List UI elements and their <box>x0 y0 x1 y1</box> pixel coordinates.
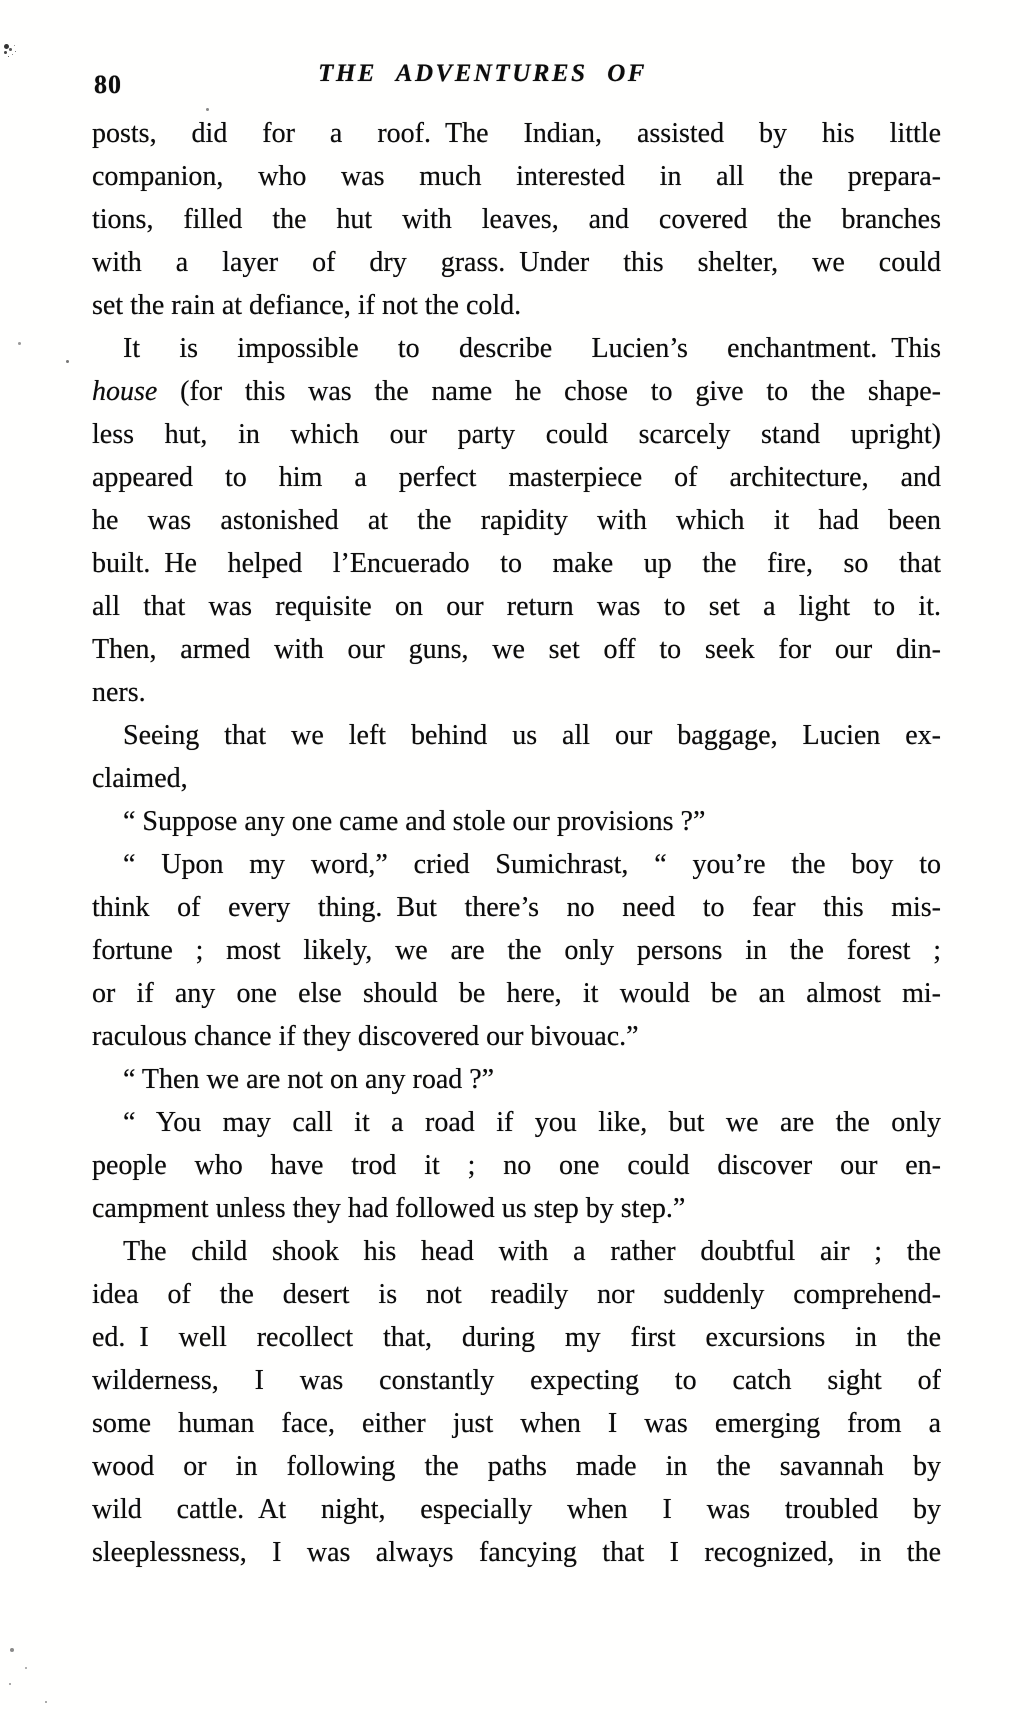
paragraph <box>92 1058 941 1101</box>
paragraph <box>92 1101 941 1230</box>
text-line: sleeplessness, I was always fancying that I recognized, in the <box>92 1537 941 1568</box>
text-block <box>92 112 941 1574</box>
page-header <box>92 58 941 102</box>
text-line: raculous chance if they discovered our bivouac.” <box>92 1021 639 1052</box>
text-line: set the rain at defiance, if not the cold. <box>92 290 522 321</box>
text-line: some human face, either just when I was emerging from a <box>92 1408 941 1439</box>
text-line: ed. I well recollect that, during my first excursions in the <box>92 1322 941 1353</box>
text-line: appeared to him a perfect masterpiece of architecture, and <box>92 462 941 493</box>
text-line: wilderness, I was constantly expecting to catch sight of <box>92 1365 941 1396</box>
text-line: tions, filled the hut with leaves, and covered the branches <box>92 204 941 235</box>
text-line: built. He helped l’Encuerado to make up the fire, so that <box>92 548 941 579</box>
text-line: all that was requisite on our return was to set a light to it. <box>92 591 941 622</box>
text-line: house (for this was the name he chose to give to the shape- <box>92 376 941 407</box>
scan-speck-top-left <box>4 44 9 49</box>
paragraph <box>92 112 941 327</box>
text-line: idea of the desert is not readily nor suddenly comprehend- <box>92 1279 941 1310</box>
text-line: ners. <box>92 677 146 708</box>
text-line: or if any one else should be here, it would be an almost mi- <box>92 978 941 1009</box>
text-line: think of every thing. But there’s no need to fear this mis- <box>92 892 941 923</box>
running-title: THE ADVENTURES OF <box>318 60 647 87</box>
paragraph <box>92 843 941 1058</box>
paragraph <box>92 327 941 714</box>
text-line: he was astonished at the rapidity with which it had been <box>92 505 941 536</box>
text-line: The child shook his head with a rather doubtful air ; the <box>123 1236 941 1267</box>
text-line: “ You may call it a road if you like, but we are the only <box>123 1107 941 1138</box>
text-line: Seeing that we left behind us all our baggage, Lucien ex- <box>123 720 941 751</box>
scan-speck-bottom-left <box>10 1648 14 1652</box>
scan-speck-margin <box>66 360 69 363</box>
text-line: fortune ; most likely, we are the only persons in the forest ; <box>92 935 941 966</box>
text-line: Then, armed with our guns, we set off to seek for our din- <box>92 634 941 665</box>
text-line: “ Upon my word,” cried Sumichrast, “ you’re the boy to <box>123 849 941 880</box>
text-line: “ Then we are not on any road ?” <box>123 1064 495 1095</box>
text-line: It is impossible to describe Lucien’s enchantment. This <box>123 333 941 364</box>
paragraph <box>92 714 941 800</box>
paragraph <box>92 1230 941 1574</box>
text-line: less hut, in which our party could scarcely stand upright) <box>92 419 941 450</box>
page-number: 80 <box>94 70 122 99</box>
text-line: wood or in following the paths made in the savannah by <box>92 1451 941 1482</box>
text-line: wild cattle. At night, especially when I was troubled by <box>92 1494 941 1525</box>
text-line: posts, did for a roof. The Indian, assisted by his little <box>92 118 941 149</box>
text-line: people who have trod it ; no one could discover our en- <box>92 1150 941 1181</box>
text-line: with a layer of dry grass. Under this shelter, we could <box>92 247 941 278</box>
text-line: companion, who was much interested in all the prepara- <box>92 161 941 192</box>
text-line: claimed, <box>92 763 188 794</box>
paragraph <box>92 800 941 843</box>
text-line: “ Suppose any one came and stole our provisions ?” <box>123 806 706 837</box>
text-line: campment unless they had followed us step by step.” <box>92 1193 686 1224</box>
